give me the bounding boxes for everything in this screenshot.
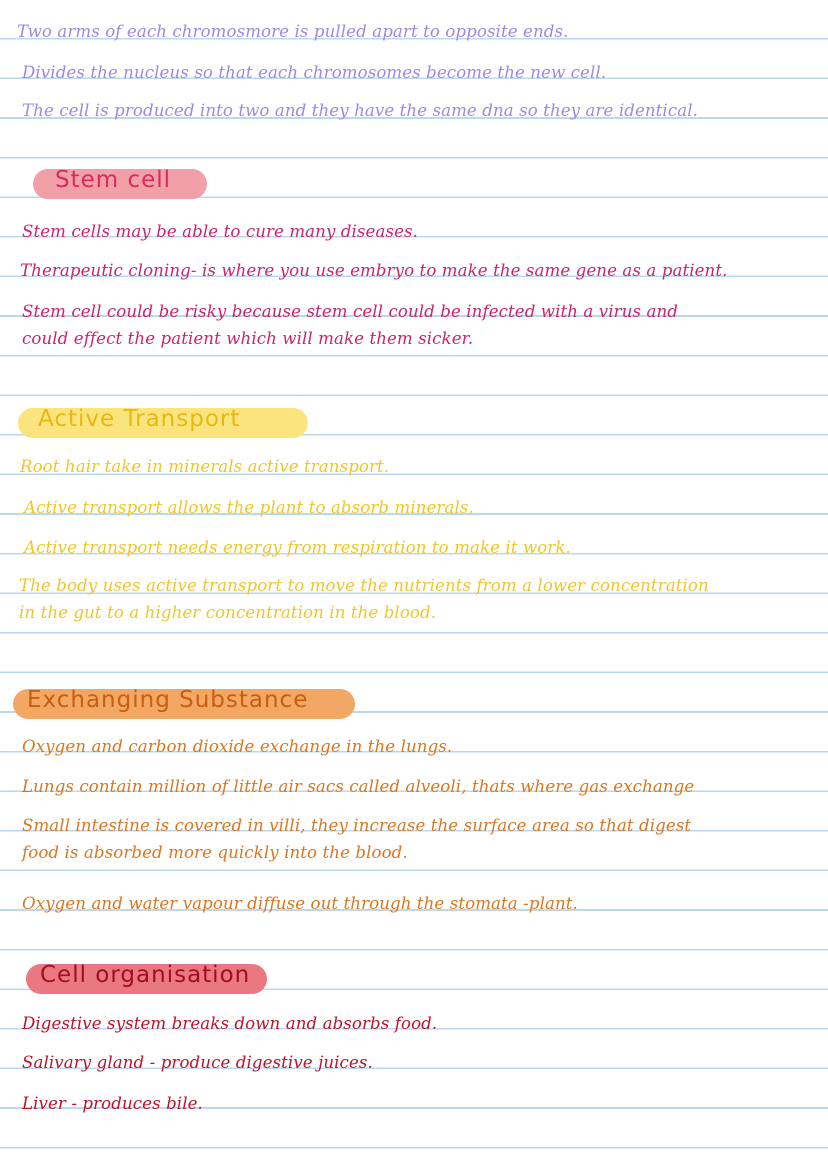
note-line: Oxygen and water vapour diffuse out through the stomata -plant. xyxy=(22,894,578,913)
note-line: Small intestine is covered in villi, they increase the surface area so that digest xyxy=(22,816,692,835)
section-heading-exchanging-substance: Exchanging Substance xyxy=(13,689,355,719)
section-heading-cell-organisation: Cell organisation xyxy=(26,964,267,994)
note-line: Salivary gland - produce digestive juices. xyxy=(22,1053,373,1072)
note-line: Stem cell could be risky because stem cell could be infected with a virus and xyxy=(22,302,678,321)
note-line: Stem cells may be able to cure many diseases. xyxy=(22,222,418,241)
note-line: Active transport allows the plant to absorb minerals. xyxy=(24,498,474,517)
section-heading-stem-cell: Stem cell xyxy=(33,169,207,199)
note-line: could effect the patient which will make them sicker. xyxy=(22,329,474,348)
note-line: Active transport needs energy from respiration to make it work. xyxy=(24,538,571,557)
note-line: The cell is produced into two and they have the same dna so they are identical. xyxy=(22,101,699,120)
note-line: Digestive system breaks down and absorbs food. xyxy=(22,1014,438,1033)
note-line: Liver - produces bile. xyxy=(22,1094,203,1113)
note-line: Root hair take in minerals active transport. xyxy=(20,457,390,476)
note-line: The body uses active transport to move the nutrients from a lower concentration xyxy=(19,576,709,595)
note-line: food is absorbed more quickly into the blood. xyxy=(22,843,408,862)
note-line: in the gut to a higher concentration in the blood. xyxy=(19,603,437,622)
note-line: Lungs contain million of little air sacs called alveoli, thats where gas exchange xyxy=(22,777,695,796)
note-line: Therapeutic cloning- is where you use embryo to make the same gene as a patient. xyxy=(20,261,728,280)
section-heading-active-transport: Active Transport xyxy=(18,408,308,438)
note-line: Two arms of each chromosmore is pulled apart to opposite ends. xyxy=(17,22,569,41)
note-line: Oxygen and carbon dioxide exchange in the lungs. xyxy=(22,737,453,756)
note-line: Divides the nucleus so that each chromosomes become the new cell. xyxy=(22,63,607,82)
